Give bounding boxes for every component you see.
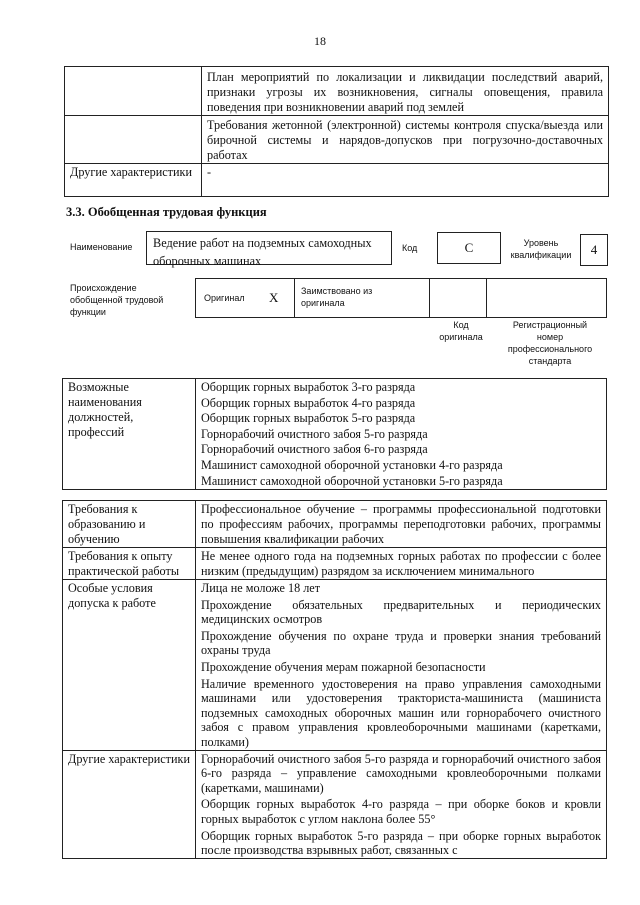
table-cell-item: Требования жетонной (электронной) системы контроля спуска/выезда или бирочной системы и нарядов-допусков при погрузочно-доставочных работах [202, 116, 609, 164]
code-label: Код [402, 243, 418, 253]
code-value-box [437, 232, 501, 264]
level-label: Уровень квалификации [510, 238, 572, 260]
original-label: Оригинал [204, 293, 245, 303]
name-label: Наименование [70, 242, 133, 252]
other-list [196, 750, 607, 858]
borrowed-cell [295, 279, 430, 317]
section-title: 3.3. Обобщенная трудовая функция [66, 205, 267, 219]
continued-table [64, 66, 609, 197]
other-item: Оборщик горных выработок 5-го разряда – при оборке горных выработок после производства взрывных работ, связанных с [201, 828, 601, 858]
code-value: С [464, 240, 474, 255]
row-value: - [202, 164, 609, 197]
positions-list [196, 379, 607, 490]
admission-item: Прохождение обязательных предварительных и периодических медицинских осмотров [201, 597, 601, 627]
original-mark: Х [269, 290, 279, 305]
name-value: Ведение работ на подземных самоходных оборочных машинах [153, 236, 372, 268]
level-value-box [580, 234, 608, 266]
reg-number-caption: Регистрационный номер профессионального стандарта [507, 320, 593, 366]
position-item: Оборщик горных выработок 4-го разряда [201, 395, 416, 410]
origin-label: Происхождение обобщенной трудовой функции [70, 283, 164, 317]
admission-item: Лица не моложе 18 лет [201, 581, 321, 595]
empty-cell [65, 116, 202, 164]
position-item: Горнорабочий очистного забоя 5-го разряда [201, 426, 428, 441]
positions-table [62, 378, 607, 490]
positions-label: Возможные наименования должностей, профессий [63, 379, 196, 490]
position-item: Машинист самоходной оборочной установки 4-го разряда [201, 457, 503, 472]
empty-cell [65, 67, 202, 116]
position-item: Оборщик горных выработок 3-го разряда [201, 380, 416, 394]
original-cell [196, 279, 295, 317]
education-value: Профессиональное обучение – программы профессиональной подготовки по профессиям рабочих, программы переподготовки рабочих, программы повышения квалификации рабочих [196, 501, 607, 548]
origin-box [195, 278, 607, 318]
experience-label: Требования к опыту практической работы [63, 548, 196, 580]
level-value: 4 [590, 242, 598, 257]
requirements-table [62, 500, 607, 859]
position-item: Машинист самоходной оборочной установки 5-го разряда [201, 473, 503, 488]
origin-code-cell [430, 279, 487, 317]
other-item: Оборщик горных выработок 4-го разряда – при оборке боков и кровли горных выработок с углом наклона более 55° [201, 797, 601, 826]
reg-number-cell [487, 279, 606, 317]
experience-value: Не менее одного года на подземных горных работах по профессии с более низким (предыдущим) разрядом за исключением минимального [196, 548, 607, 580]
position-item: Горнорабочий очистного забоя 6-го разряда [201, 442, 428, 457]
origin-code-caption: Код оригинала [439, 320, 483, 342]
name-value-box [146, 231, 392, 268]
page-number: 18 [314, 34, 326, 48]
admission-label: Особые условия допуска к работе [63, 580, 196, 751]
row-label: Другие характеристики [65, 164, 202, 197]
admission-list [196, 580, 607, 751]
table-cell-item: План мероприятий по локализации и ликвидации последствий аварий, признаки угрозы их возникновения, сигналы оповещения, правила поведения при возникновении аварий под землей [202, 67, 609, 116]
admission-item: Прохождение обучения мерам пожарной безопасности [201, 659, 486, 674]
admission-item: Прохождение обучения по охране труда и проверки знания требований охраны труда [201, 628, 601, 658]
position-item: Оборщик горных выработок 5-го разряда [201, 411, 416, 426]
admission-item: Наличие временного удостоверения на право управления самоходными машинами или удостоверения тракториста-машиниста (машиниста подземных самоходных оборочных машин или горнорабочего очистного забоя с правом управления кровлеоборочными машинами (каретками, полками) [201, 676, 601, 749]
borrowed-label: Заимствовано из оригинала [301, 286, 373, 308]
other-label: Другие характеристики [63, 750, 196, 858]
education-label: Требования к образованию и обучению [63, 501, 196, 548]
other-item: Горнорабочий очистного забоя 5-го разряда и горнорабочий очистного забоя 6-го разряда – управление самоходными кровлеоборочными полками (каретками, машинами) [201, 751, 601, 795]
